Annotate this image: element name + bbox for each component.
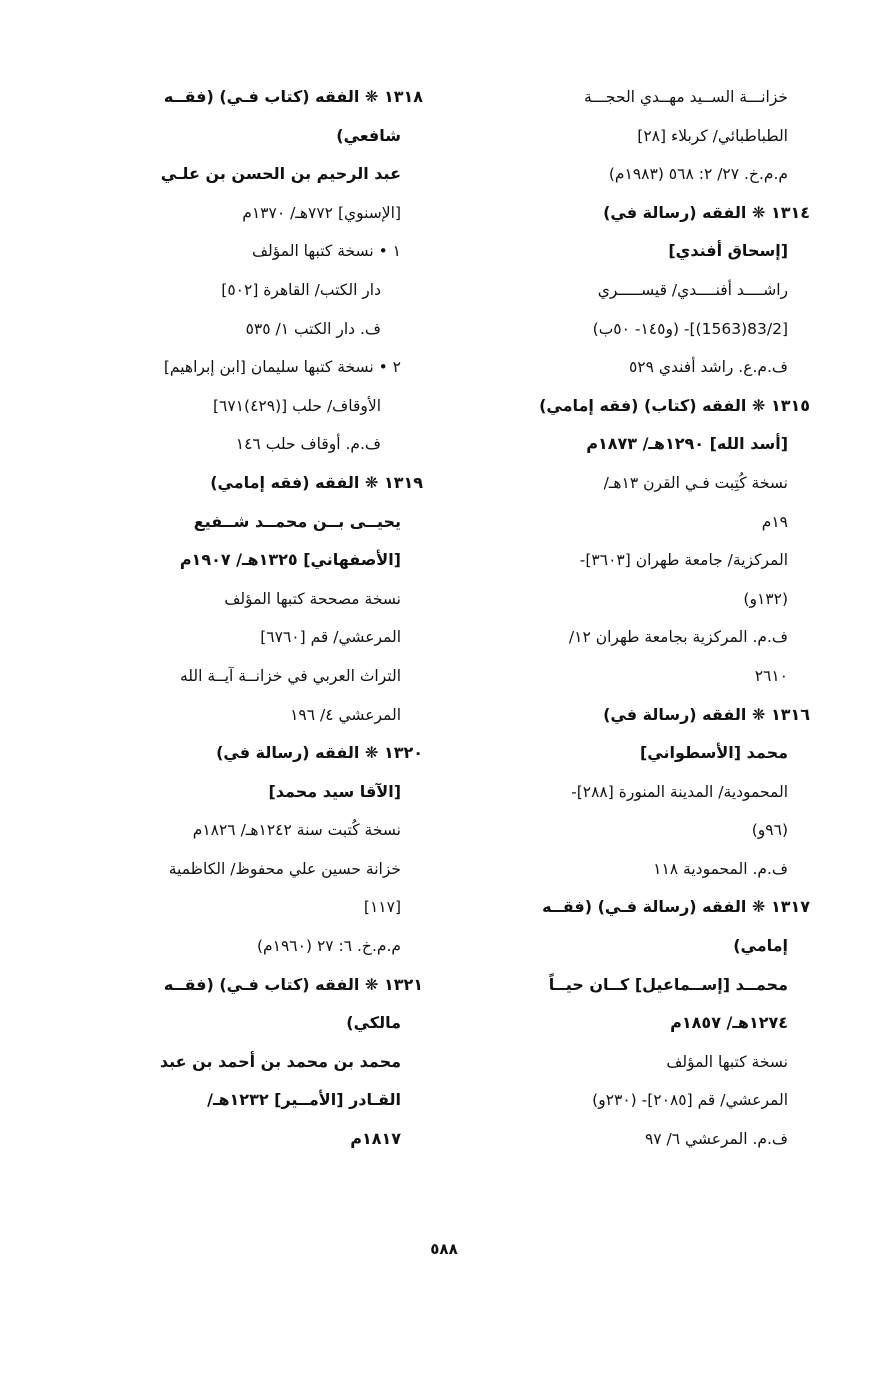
text-line: ١٢٧٤هـ/ ١٨٥٧م: [670, 1013, 788, 1033]
text-line: القـادر [الأمــير] ١٢٣٢هـ/: [207, 1090, 401, 1110]
text-line: المرعشي ٤/ ١٩٦: [290, 705, 401, 724]
text-line: ف.م.ع. راشد أفندي ٥٢٩: [628, 358, 788, 377]
left-column: [78, 78, 423, 1159]
text-line: م.م.خ. ٦: ٢٧ (١٩٦٠م): [256, 937, 401, 956]
text-line: الطباطبائي/ كربلاء [٢٨]: [637, 126, 788, 145]
text-line: نسخة كُتِبت فـي القرن ١٣هـ/: [603, 473, 788, 492]
text-line: إمامي): [733, 936, 788, 956]
text-line: راشــــد أفنــــدي/ قيســـــري: [597, 280, 788, 299]
text-line: نسخة مصححة كتبها المؤلف: [224, 589, 401, 608]
text-line: [الأصفهاني] ١٣٢٥هـ/ ١٩٠٧م: [179, 550, 401, 570]
entry-heading: ١٣١٦ ❋ الفقه (رسالة في): [603, 704, 810, 724]
text-line: خزانة حسين علي محفوظ/ الكاظمية: [168, 859, 401, 878]
text-line: خزانـــة الســيد مهــدي الحجـــة: [584, 88, 788, 106]
text-line: [83/2(1563)]- (و١٤٥- ٥٠ب): [592, 319, 788, 338]
text-line: التراث العربي في خزانــة آيــة الله: [179, 666, 401, 685]
text-line: [إسحاق أفندي]: [668, 241, 788, 261]
text-line: [الآقا سيد محمد]: [268, 781, 401, 801]
text-line: ف.م. المحمودية ١١٨: [653, 859, 788, 878]
text-line: ف.م. المركزية بجامعة طهران ١٢/: [568, 628, 788, 647]
entry-heading: ١٣١٧ ❋ الفقه (رسالة فـي) (فقــه: [542, 897, 810, 917]
text-line: ١٩م: [761, 512, 788, 531]
page-number: ٥٨٨: [430, 1240, 458, 1258]
text-line: الأوقاف/ حلب [(٤٢٩)٦٧١]: [212, 396, 381, 415]
text-line: يحيــى بــن محمــد شــفيع: [193, 511, 401, 531]
text-line: مالكي): [346, 1013, 401, 1033]
text-line: المرعشي/ قم [٢٠٨٥]- (٢٣٠و): [592, 1091, 788, 1110]
entry-heading: ١٣١٩ ❋ الفقه (فقه إمامي): [210, 472, 423, 492]
text-line: عبد الرحيم بن الحسن بن علـي: [160, 164, 401, 184]
text-line: محمــد [إســماعيل] كــان حيــاً: [548, 974, 788, 994]
text-line: ف.م. أوقاف حلب ١٤٦: [235, 435, 381, 454]
text-line: دار الكتب/ القاهرة [٥٠٢]: [221, 280, 381, 299]
text-line: م.م.خ. ٢٧/ ٢: ٥٦٨ (١٩٨٣م): [608, 165, 788, 184]
text-line: ٢٦١٠: [754, 666, 788, 685]
text-line: ١ • نسخة كتبها المؤلف: [251, 242, 401, 261]
text-line: شافعي): [336, 125, 401, 145]
text-line: المرعشي/ قم [٦٧٦٠]: [260, 628, 401, 647]
text-line: (٩٦و): [751, 821, 788, 840]
entry-heading: ١٣٢١ ❋ الفقه (كتاب فـي) (فقــه: [163, 974, 423, 994]
text-line: ١٨١٧م: [350, 1129, 401, 1149]
entry-heading: ١٣١٤ ❋ الفقه (رسالة في): [603, 202, 810, 222]
text-line: [١١٧]: [363, 898, 401, 917]
text-line: [الإسنوي] ٧٧٢هـ/ ١٣٧٠م: [242, 203, 401, 222]
entry-heading: ١٣٢٠ ❋ الفقه (رسالة في): [216, 743, 423, 763]
text-line: ف. دار الكتب ١/ ٥٣٥: [245, 319, 381, 338]
text-line: نسخة كتبها المؤلف: [666, 1052, 788, 1071]
text-line: المركزية/ جامعة طهران [٣٦٠٣]-: [579, 551, 788, 570]
text-line: ف.م. المرعشي ٦/ ٩٧: [644, 1130, 788, 1149]
text-line: المحمودية/ المدينة المنورة [٢٨٨]-: [571, 782, 788, 801]
text-line: [أسد الله] ١٢٩٠هـ/ ١٨٧٣م: [586, 434, 788, 454]
entry-heading: ١٣١٨ ❋ الفقه (كتاب فـي) (فقــه: [163, 87, 423, 106]
text-line: ٢ • نسخة كتبها سليمان [ابن إبراهيم]: [163, 358, 401, 377]
text-line: (١٣٢و): [743, 589, 788, 608]
text-line: نسخة كُتبت سنة ١٢٤٢هـ/ ١٨٢٦م: [192, 821, 401, 840]
entry-heading: ١٣١٥ ❋ الفقه (كتاب) (فقه إمامي): [539, 395, 810, 415]
text-line: محمد بن محمد بن أحمد بن عبد: [159, 1051, 401, 1071]
right-column: [465, 78, 810, 1159]
text-line: محمد [الأسطواني]: [639, 743, 788, 763]
